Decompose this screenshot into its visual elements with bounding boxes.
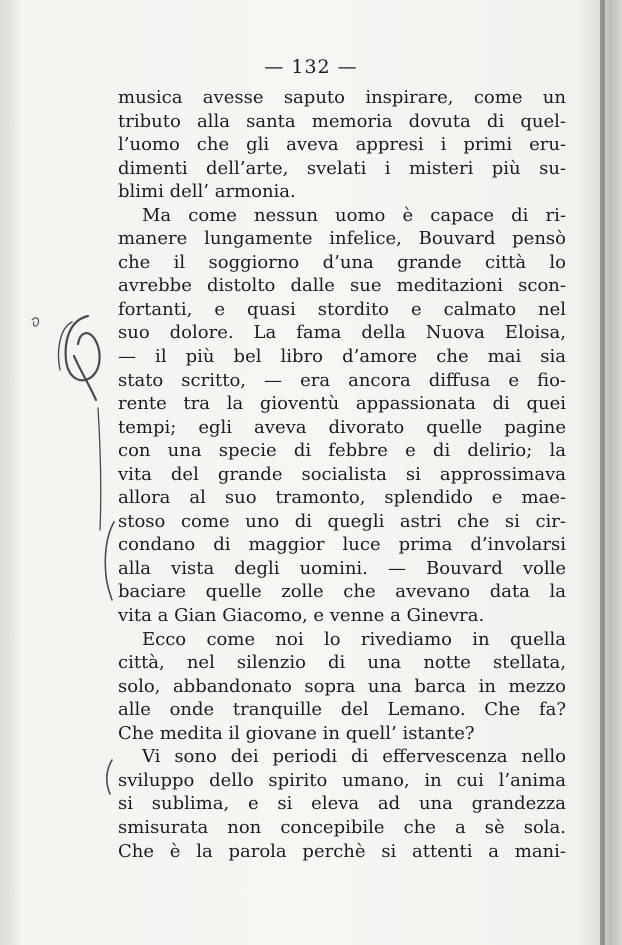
text-line: fortanti, e quasi stordito e calmato nel (118, 298, 566, 320)
text-line: blimi dell’ armonia. (118, 181, 296, 203)
text-line: tempi; egli aveva divorato quelle pagine (118, 416, 566, 438)
text-line: città, nel silenzio di una notte stellata, (118, 652, 566, 674)
text-line: condano di maggior luce prima d’involarsi (118, 534, 566, 556)
text-line: manere lungamente infelice, Bouvard pensò (118, 228, 566, 250)
text-line: stato scritto, — era ancora diffusa e fio- (118, 369, 566, 391)
text-line: allora al suo tramonto, splendido e mae- (118, 487, 566, 509)
handwritten-margin-mark (30, 300, 130, 800)
text-line: suo dolore. La fama della Nuova Eloisa, (118, 322, 566, 344)
text-line: si sublima, e si eleva ad una grandezza (118, 793, 566, 815)
text-line: vita del grande socialista si approssimava (118, 463, 566, 485)
text-line: — il più bel libro d’amore che mai sia (118, 346, 566, 368)
text-line: Che è la parola perchè si attenti a mani- (118, 840, 566, 862)
text-line: alla vista degli uomini. — Bouvard volle (118, 557, 566, 579)
text-line: tributo alla santa memoria dovuta di quel- (118, 110, 566, 132)
text-line: Ma come nessun uomo è capace di ri- (142, 204, 566, 226)
text-line: solo, abbandonato sopra una barca in mezzo (118, 675, 566, 697)
text-line: smisurata non concepibile che a sè sola. (118, 816, 566, 838)
text-line: Ecco come noi lo rivediamo in quella (142, 628, 566, 650)
page-number: — 132 — (264, 56, 358, 78)
text-line: alle onde tranquille del Lemano. Che fa? (118, 699, 566, 721)
page-spine-shadow (600, 0, 605, 945)
text-line: stoso come uno di quegli astri che si cir- (118, 510, 566, 532)
text-line: rente tra la gioventù appassionata di quei (118, 393, 566, 415)
page-body-text (118, 86, 566, 863)
text-line: Che medita il giovane in quell’ istante? (118, 722, 475, 744)
text-line: che il soggiorno d’una grande città lo (118, 251, 566, 273)
text-line: sviluppo dello spirito umano, in cui l’anima (118, 769, 566, 791)
text-line: avrebbe distolto dalle sue meditazioni scon- (118, 275, 566, 297)
text-line: con una specie di febbre e di delirio; la (118, 440, 566, 462)
text-line: l’uomo che gli aveva appresi i primi eru- (118, 134, 566, 156)
text-line: Vi sono dei periodi di effervescenza nello (142, 746, 566, 768)
text-line: musica avesse saputo inspirare, come un (118, 87, 566, 108)
text-line: baciare quelle zolle che avevano data la (118, 581, 566, 603)
text-line: vita a Gian Giacomo, e venne a Ginevra. (118, 605, 485, 627)
text-line: dimenti dell’arte, svelati i misteri più su- (118, 157, 566, 179)
